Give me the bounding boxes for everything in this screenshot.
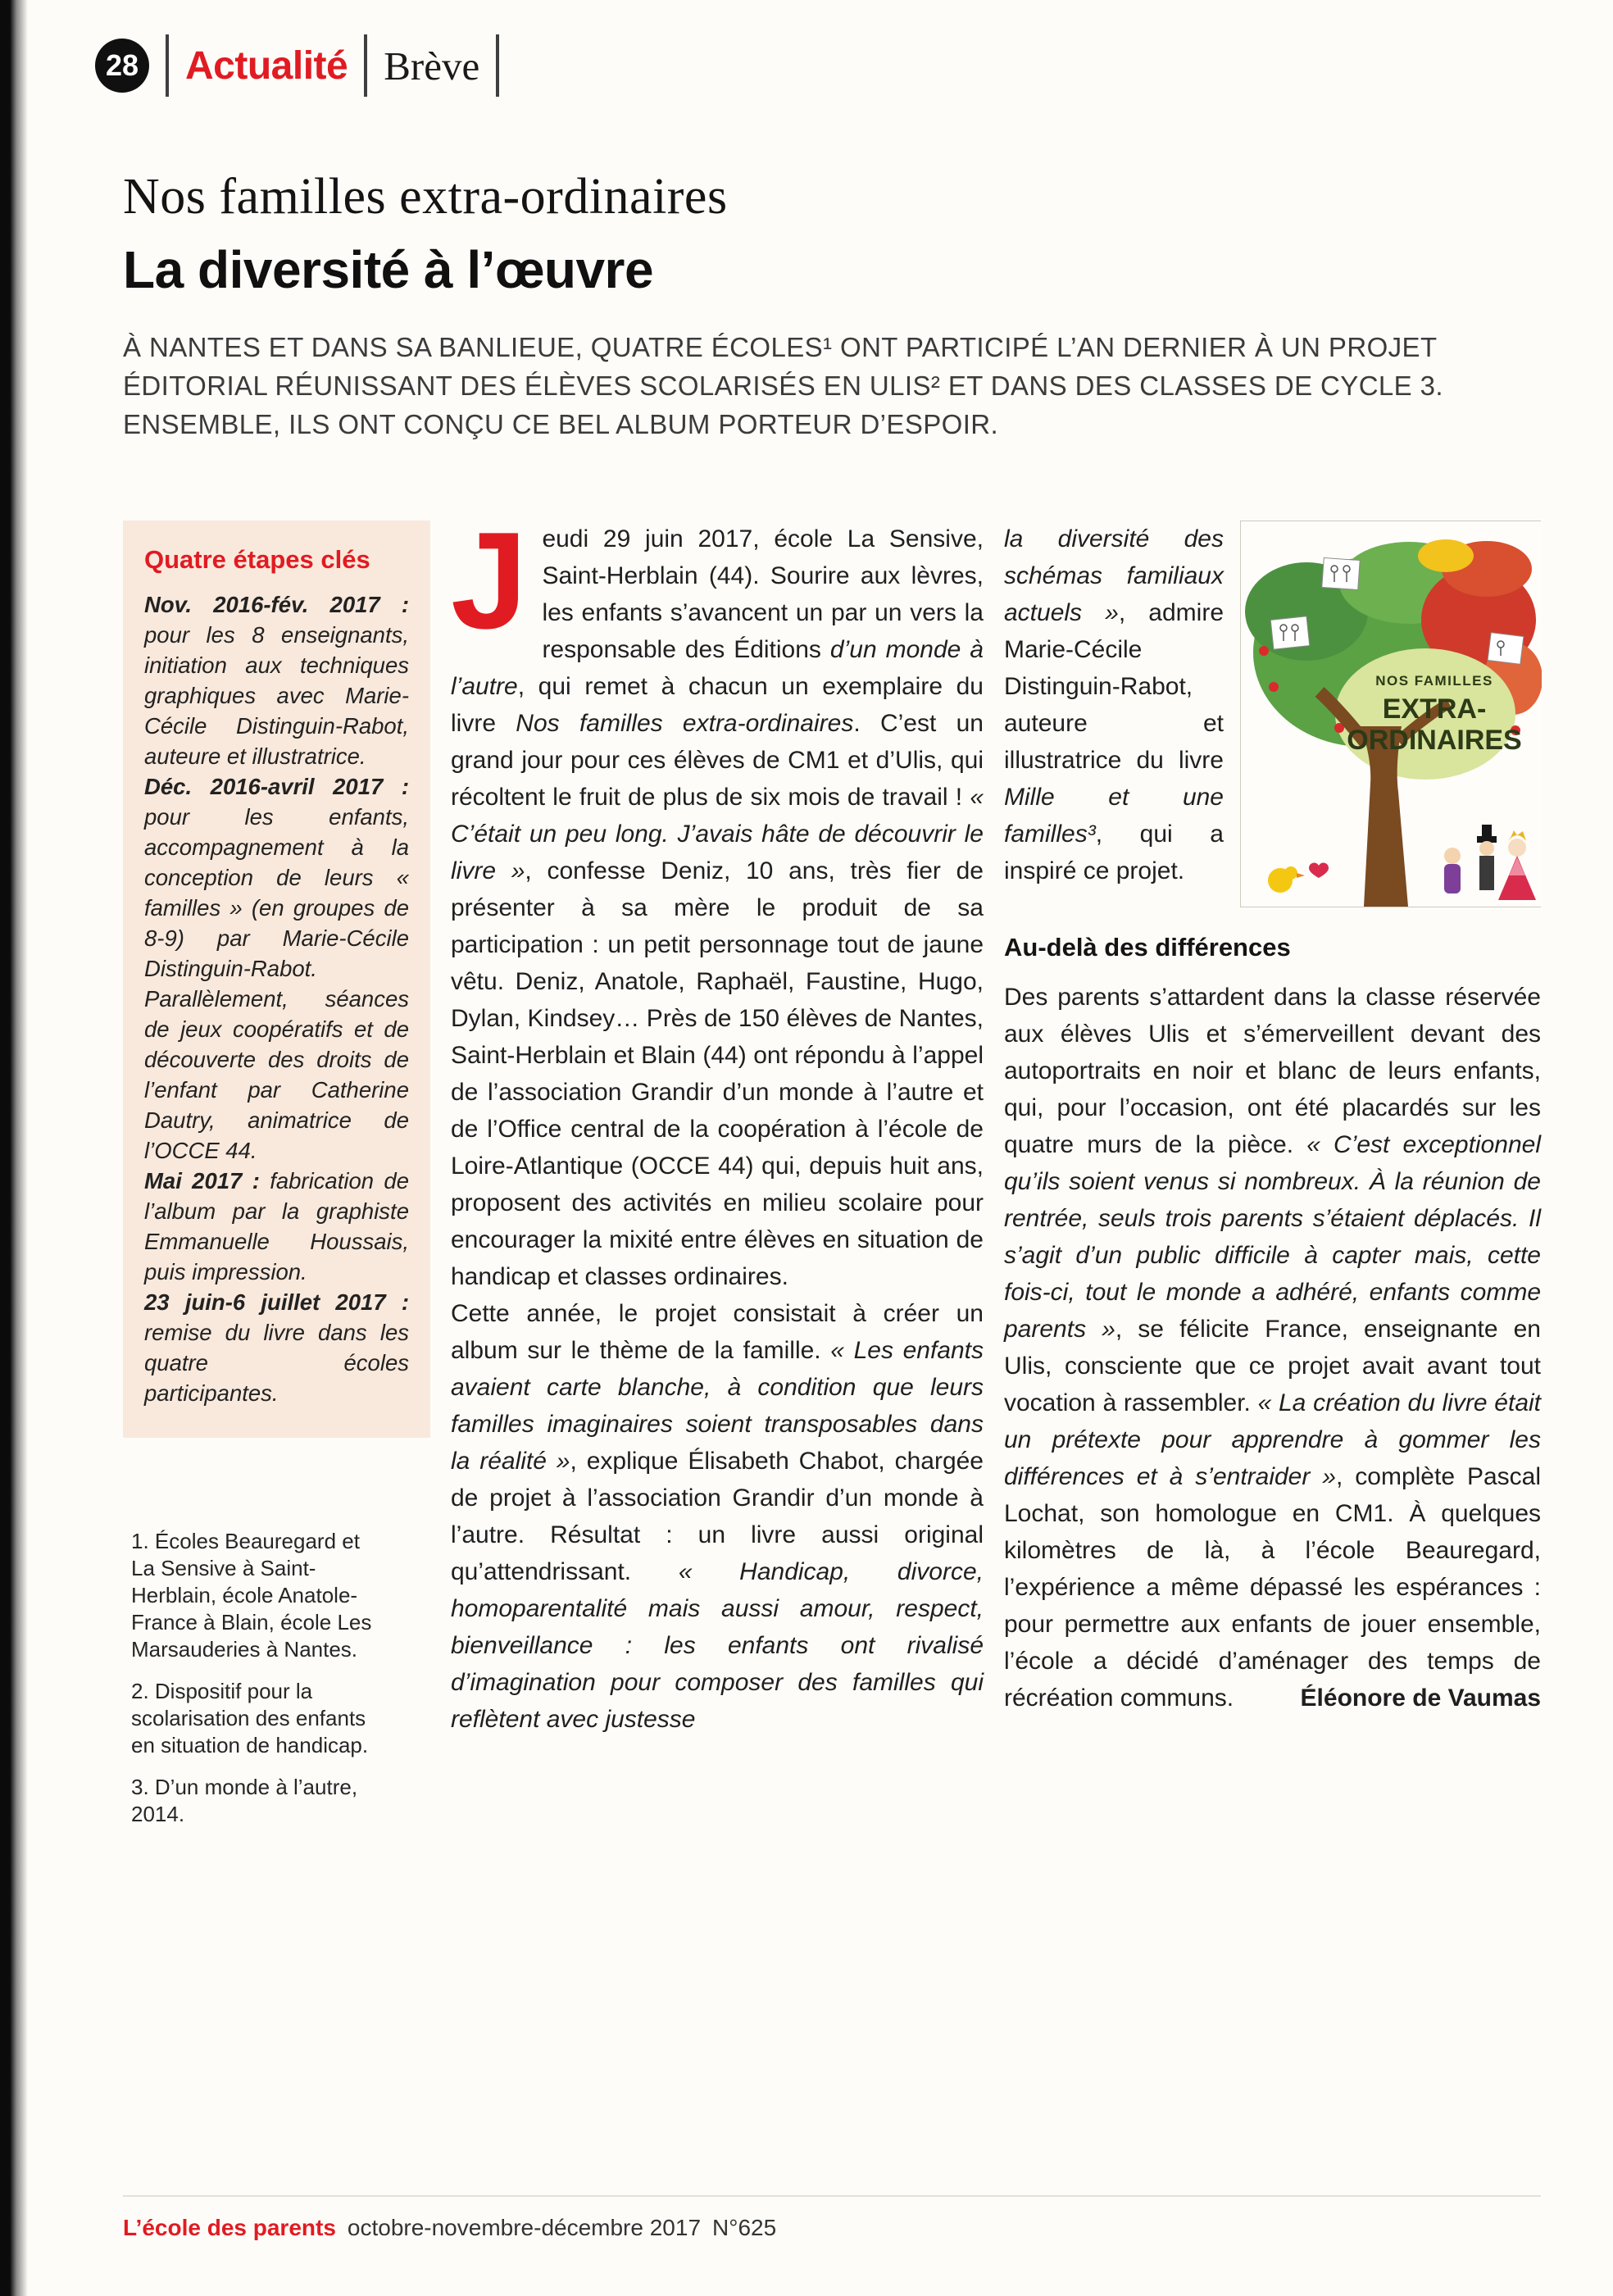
issue-date: octobre-novembre-décembre 2017 [347, 2215, 702, 2240]
footnote-1: 1. Écoles Beauregard et La Sensive à Saint-Herblain, école Anatole-France à Blain, école Les Marsauderies à Nantes. [131, 1529, 372, 1662]
book-cover-photo [1240, 521, 1541, 907]
key-step-4: 23 juin-6 juillet 2017 : remise du livre dans les quatre écoles participantes. [144, 1289, 409, 1406]
article-paragraph-3: Des parents s’attardent dans la classe réservée aux élèves Ulis et s’émerveillent devant des autoportraits en noir et blanc de leurs enfants, qui, pour l’occasion, ont été placardés sur les quatre murs de la pièce. « C’est exceptionnel qu’ils soient venus si nombreux. À la réunion de rentrée, seuls trois parents s’étaient déplacés. Il s’agit d’un public difficile à capter mais, cette fois-ci, tout le monde a adhéré, enfants comme parents », se félicite France, enseignante en Ulis, consciente que ce projet avait avant tout vocation à rassembler. « La création du livre était un prétexte pour apprendre à gommer les différences et à s’entraider », complète Pascal Lochat, son homologue en CM1. À quelques kilomètres de là, à l’école Beauregard, l’expérience a même dépassé les espérances : pour permettre aux enfants de jouer ensemble, l’école a décidé d’aménager des temps de récréation communs. [1004, 984, 1542, 1712]
byline: Éléonore de Vaumas [1289, 1680, 1541, 1716]
footnote-3: 3. D’un monde à l’autre, 2014. [131, 1775, 358, 1826]
dropcap-letter: J [451, 503, 528, 657]
divider [364, 34, 367, 97]
key-steps-title: Quatre étapes clés [144, 545, 370, 574]
right-column [1004, 521, 1541, 1716]
footnotes [123, 1528, 373, 1828]
page-footer [123, 2195, 1541, 2241]
section-label: Actualité [185, 43, 348, 88]
divider [166, 34, 169, 97]
book-title-line3: ORDINAIRES [1347, 725, 1522, 756]
article-paragraph-2: Cette année, le projet consistait à créer un album sur le thème de la famille. « Les enfants avaient carte blanche, à condition que leurs familles imaginaires soient transposables dans la réalité », explique Élisabeth Chabot, chargée de projet à l’association Grandir d’un monde à l’autre. Résultat : un livre aussi original qu’attendrissant. « Handicap, divorce, homoparentalité mais aussi amour, respect, bienveillance : les enfants ont rivalisé d’imagination pour composer des familles qui reflètent avec justesse [451, 1300, 984, 1733]
page-number-badge: 28 [95, 39, 149, 93]
book-cover-illustration [1241, 521, 1542, 907]
footnote-2: 2. Dispositif pour la scolarisation des enfants en situation de handicap. [131, 1679, 369, 1757]
divider [496, 34, 499, 97]
standfirst: À NANTES ET DANS SA BANLIEUE, QUATRE ÉCOLES¹ ONT PARTICIPÉ L’AN DERNIER À UN PROJET ÉDITORIAL RÉUNISSANT DES ÉLÈVES SCOLARISÉS EN ULIS² ET DANS DES CLASSES DE CYCLE 3. ENSEMBLE, ILS ONT CONÇU CE BEL ALBUM PORTEUR D’ESPOIR. [123, 332, 1443, 439]
scan-edge-artifact [0, 0, 28, 2296]
key-step-1: Nov. 2016-fév. 2017 : pour les 8 enseignants, initiation aux techniques graphiques avec Marie-Cécile Distinguin-Rabot, auteure et illustratrice. [144, 592, 409, 769]
article-body [123, 503, 1542, 1843]
right-top-block [1004, 521, 1541, 907]
middle-column [451, 503, 984, 1738]
article-paragraph-1: Jeudi 29 juin 2017, école La Sensive, Saint-Herblain (44). Sourire aux lèvres, les enfants s’avancent un par un vers la responsable des Éditions d’un monde à l’autre, qui remet à chacun un exemplaire du livre Nos familles extra-ordinaires. C’est un grand jour pour ces élèves de CM1 et d’Ulis, qui récoltent le fruit de plus de six mois de travail ! « C’était un peu long. J’avais hâte de découvrir le livre », confesse Deniz, 10 ans, très fier de présenter à sa mère le produit de sa participation : un petit personnage tout de jaune vêtu. Deniz, Anatole, Raphaël, Faustine, Hugo, Dylan, Kindsey… Près de 150 élèves de Nantes, Saint-Herblain et Blain (44) ont répondu à l’appel de l’association Grandir d’un monde à l’autre et de l’Office central de la coopération à l’école de Loire-Atlantique (OCCE 44) qui, depuis huit ans, proposent des activités en milieu scolaire pour encourager la mixité entre élèves en situation de handicap et classes ordinaires. [451, 503, 984, 1290]
book-title-line1: NOS FAMILLES [1375, 673, 1493, 689]
section-heading: Au-delà des différences [1004, 933, 1291, 962]
kicker-title: Nos familles extra-ordinaires [123, 169, 728, 225]
issue-number: N°625 [712, 2215, 777, 2240]
rubric-label: Brève [384, 43, 480, 89]
key-step-2: Déc. 2016-avril 2017 : pour les enfants, accompagnement à la conception de leurs « familles » (en groupes de 8-9) par Marie-Cécile Distinguin-Rabot. Parallèlement, séances de jeux coopératifs et de découverte des droits de l’enfant par Catherine Dautry, animatrice de l’OCCE 44. [144, 774, 409, 1163]
article-paragraph-continuation: la diversité des schémas familiaux actuels », admire Marie-Cécile Distinguin-Rabot, auteure et illustratrice du livre Mille et une familles³, qui a inspiré ce projet. [1004, 525, 1225, 884]
book-title-line2: EXTRA- [1382, 693, 1487, 725]
key-step-3: Mai 2017 : fabrication de l’album par la graphiste Emmanuelle Houssais, puis impression. [144, 1168, 409, 1284]
key-steps-box [123, 521, 430, 1438]
left-column [123, 521, 430, 1843]
magazine-name: L’école des parents [123, 2215, 336, 2240]
main-title: La diversité à l’œuvre [123, 240, 654, 299]
title-block [123, 168, 1520, 443]
masthead [95, 34, 516, 97]
